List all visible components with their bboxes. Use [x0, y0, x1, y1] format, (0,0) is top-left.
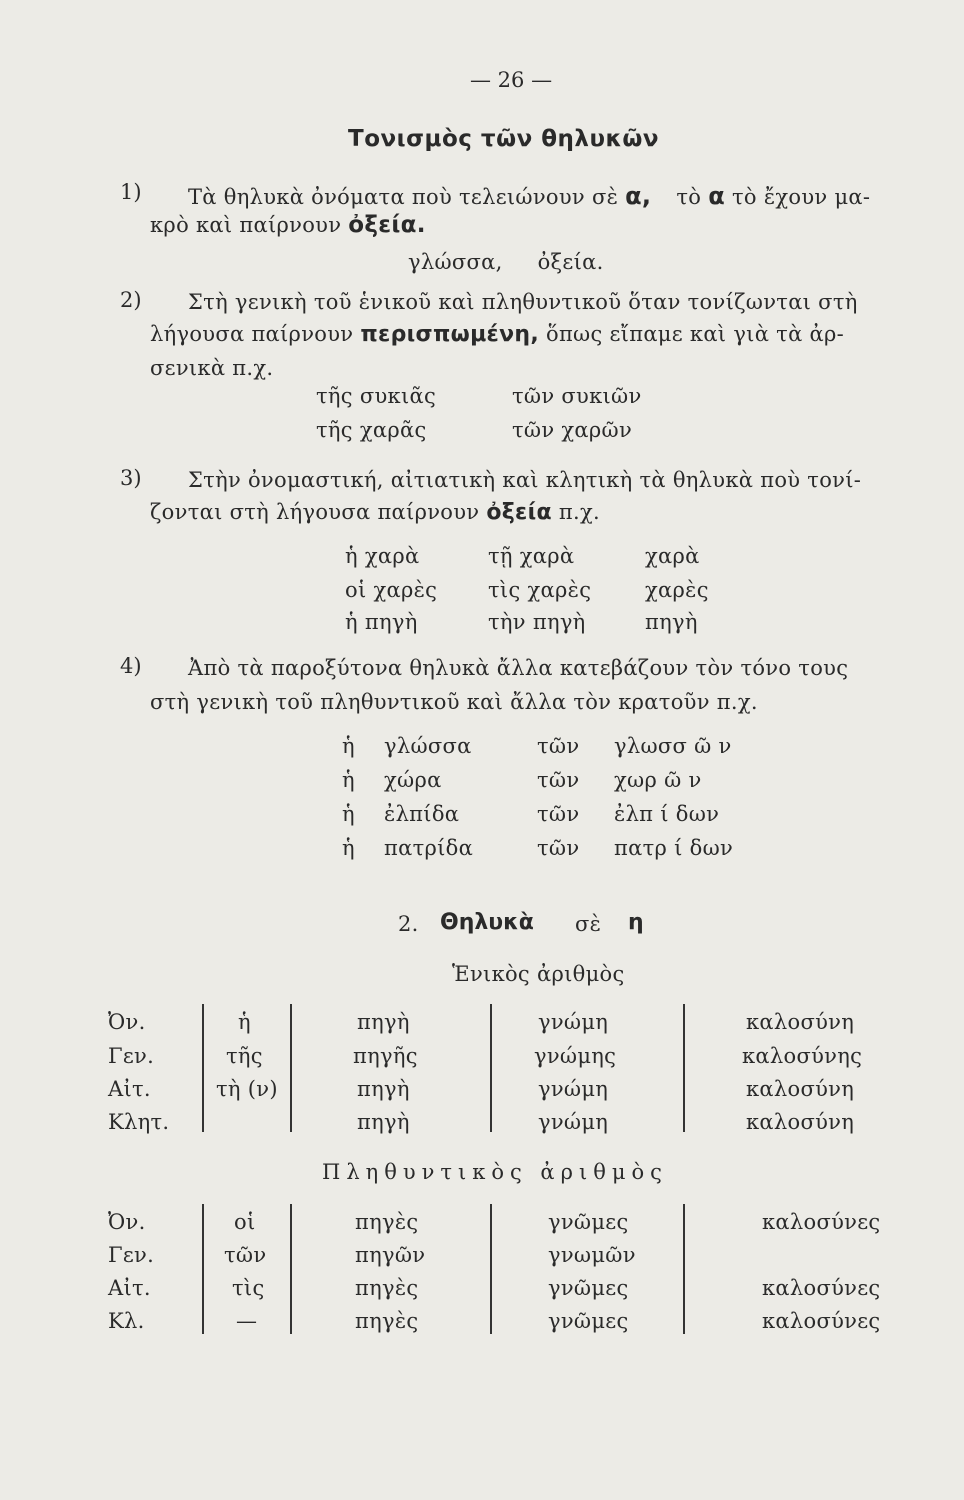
- table-divider: [202, 1004, 204, 1132]
- text-line: [188, 182, 870, 210]
- example-cell: χωρ ῶ ν: [614, 768, 702, 792]
- table-cell: καλοσύνης: [742, 1044, 863, 1068]
- table-cell: γνώμη: [538, 1110, 609, 1134]
- case-label: Κλ.: [108, 1309, 145, 1333]
- table-divider: [290, 1004, 292, 1132]
- table-cell: τὴ (ν): [216, 1077, 278, 1101]
- table-cell: γνώμη: [538, 1077, 609, 1101]
- text-span: ὅπως εἴπαμε καὶ γιὰ τὰ ἀρ-: [546, 322, 845, 346]
- example-cell: ἡ: [342, 768, 355, 792]
- table-cell: καλοσύνες: [762, 1210, 881, 1234]
- example-cell: ἡ: [342, 734, 355, 758]
- table-cell: τῶν: [224, 1243, 267, 1267]
- table-divider: [202, 1204, 204, 1334]
- example-cell: οἱ χαρὲς: [345, 578, 438, 602]
- case-label: Ὀν.: [108, 1210, 146, 1234]
- text-span: τὸ ἔχουν μα-: [731, 185, 871, 209]
- example-cell: ἡ: [342, 836, 355, 860]
- example-cell: τὴν πηγὴ: [488, 610, 586, 634]
- text-line: [150, 322, 844, 347]
- section-number: 4): [120, 654, 142, 678]
- example-cell: τῆς συκιᾶς: [316, 384, 437, 408]
- section-number: 2.: [398, 912, 419, 936]
- text-span: Τὰ θηλυκὰ ὀνόματα ποὺ τελειώνουν σὲ: [188, 185, 619, 209]
- text-span: π.χ.: [558, 500, 600, 524]
- table-cell: καλοσύνη: [746, 1010, 855, 1034]
- text-span: λήγουσα παίρνουν: [150, 322, 354, 346]
- example-cell: τῆς χαρᾶς: [316, 418, 427, 442]
- case-label: Αἰτ.: [108, 1077, 151, 1101]
- example-cell: ἡ χαρὰ: [345, 544, 420, 568]
- example-cell: γλώσσα: [384, 734, 472, 758]
- table-cell: γνῶμες: [548, 1210, 629, 1234]
- table-cell: καλοσύνη: [746, 1110, 855, 1134]
- text-line: Στὴν ὀνομαστική, αἰτιατικὴ καὶ κλητικὴ τὰ θηλυκὰ ποὺ τονί-: [188, 468, 862, 492]
- example-cell: τῇ χαρὰ: [488, 544, 575, 568]
- section-number: 1): [120, 180, 142, 204]
- example-cell: πατρ ί δων: [614, 836, 734, 860]
- table-cell: γνώμη: [538, 1010, 609, 1034]
- table-label: Ἑνικὸς ἀριθμὸς: [452, 962, 625, 986]
- example-cell: τῶν: [537, 734, 580, 758]
- example-cell: γλωσσ ῶ ν: [614, 734, 732, 758]
- table-divider: [490, 1204, 492, 1334]
- table-cell: πηγὴ: [357, 1077, 410, 1101]
- example-word: ὀξεία.: [537, 250, 604, 274]
- section-number: 3): [120, 466, 142, 490]
- table-cell: πηγὴ: [357, 1010, 410, 1034]
- table-divider: [683, 1204, 685, 1334]
- text-line: σενικὰ π.χ.: [150, 356, 274, 380]
- case-label: Ὀν.: [108, 1010, 146, 1034]
- example-line: [408, 250, 604, 274]
- case-label: Αἰτ.: [108, 1276, 151, 1300]
- table-label: Πληθυντικὸς ἀριθμὸς: [322, 1160, 668, 1184]
- section-title: η: [628, 910, 644, 935]
- table-cell: γνῶμες: [548, 1309, 629, 1333]
- table-divider: [683, 1004, 685, 1132]
- case-label: Γεν.: [108, 1044, 155, 1068]
- table-cell: γνωμῶν: [548, 1243, 636, 1267]
- bold-word: ὀξεία.: [348, 212, 426, 238]
- section-title: σὲ: [575, 912, 602, 936]
- table-divider: [490, 1004, 492, 1132]
- table-cell: πηγὴ: [357, 1110, 410, 1134]
- table-cell: καλοσύνες: [762, 1276, 881, 1300]
- example-cell: τῶν χαρῶν: [512, 418, 633, 442]
- text-line: [150, 500, 600, 525]
- example-cell: χαρὰ: [645, 544, 700, 568]
- example-cell: τῶν: [537, 768, 580, 792]
- example-cell: πατρίδα: [384, 836, 474, 860]
- example-cell: χώρα: [384, 768, 442, 792]
- bold-letter: α,: [625, 182, 652, 210]
- table-cell: πηγῆς: [353, 1044, 418, 1068]
- example-cell: ἐλπ ί δων: [614, 802, 720, 826]
- example-cell: τῶν: [537, 802, 580, 826]
- text-line: Στὴ γενικὴ τοῦ ἑνικοῦ καὶ πληθυντικοῦ ὅταν τονίζωνται στὴ: [188, 290, 858, 314]
- table-cell: πηγῶν: [355, 1243, 426, 1267]
- example-cell: χαρὲς: [645, 578, 709, 602]
- text-span: κρὸ καὶ παίρνουν: [150, 213, 342, 237]
- table-cell: πηγὲς: [355, 1210, 419, 1234]
- example-cell: ἡ: [342, 802, 355, 826]
- text-line: στὴ γενικὴ τοῦ πληθυντικοῦ καὶ ἄλλα τὸν κρατοῦν π.χ.: [150, 690, 758, 714]
- section-title: Θηλυκὰ: [440, 910, 534, 935]
- page-title: Τονισμὸς τῶν θηλυκῶν: [348, 126, 659, 152]
- bold-letter: α: [708, 182, 725, 210]
- bold-word: ὀξεία: [486, 500, 552, 525]
- page-number: — 26 —: [470, 68, 553, 92]
- table-cell: καλοσύνη: [746, 1077, 855, 1101]
- example-cell: τὶς χαρὲς: [488, 578, 592, 602]
- table-cell: γνῶμες: [548, 1276, 629, 1300]
- table-cell: πηγὲς: [355, 1309, 419, 1333]
- example-word: γλώσσα,: [408, 250, 503, 274]
- table-cell: τῆς: [226, 1044, 263, 1068]
- table-cell: πηγὲς: [355, 1276, 419, 1300]
- example-cell: πηγὴ: [645, 610, 698, 634]
- table-cell: οἱ: [234, 1210, 256, 1234]
- case-label: Γεν.: [108, 1243, 155, 1267]
- table-cell: ἡ: [238, 1010, 251, 1034]
- table-cell: γνώμης: [534, 1044, 617, 1068]
- example-cell: τῶν: [537, 836, 580, 860]
- example-cell: ἐλπίδα: [384, 802, 460, 826]
- example-cell: ἡ πηγὴ: [345, 610, 418, 634]
- text-span: τὸ: [676, 185, 702, 209]
- text-line: Ἀπὸ τὰ παροξύτονα θηλυκὰ ἄλλα κατεβάζουν τὸν τόνο τους: [188, 656, 849, 680]
- text-line: [150, 212, 426, 238]
- example-cell: τῶν συκιῶν: [512, 384, 642, 408]
- table-cell: —: [236, 1309, 258, 1333]
- table-divider: [290, 1204, 292, 1334]
- text-span: ζονται στὴ λήγουσα παίρνουν: [150, 500, 480, 524]
- case-label: Κλητ.: [108, 1110, 170, 1134]
- section-number: 2): [120, 288, 142, 312]
- table-cell: καλοσύνες: [762, 1309, 881, 1333]
- bold-word: περισπωμένη,: [360, 322, 540, 347]
- table-cell: τὶς: [232, 1276, 265, 1300]
